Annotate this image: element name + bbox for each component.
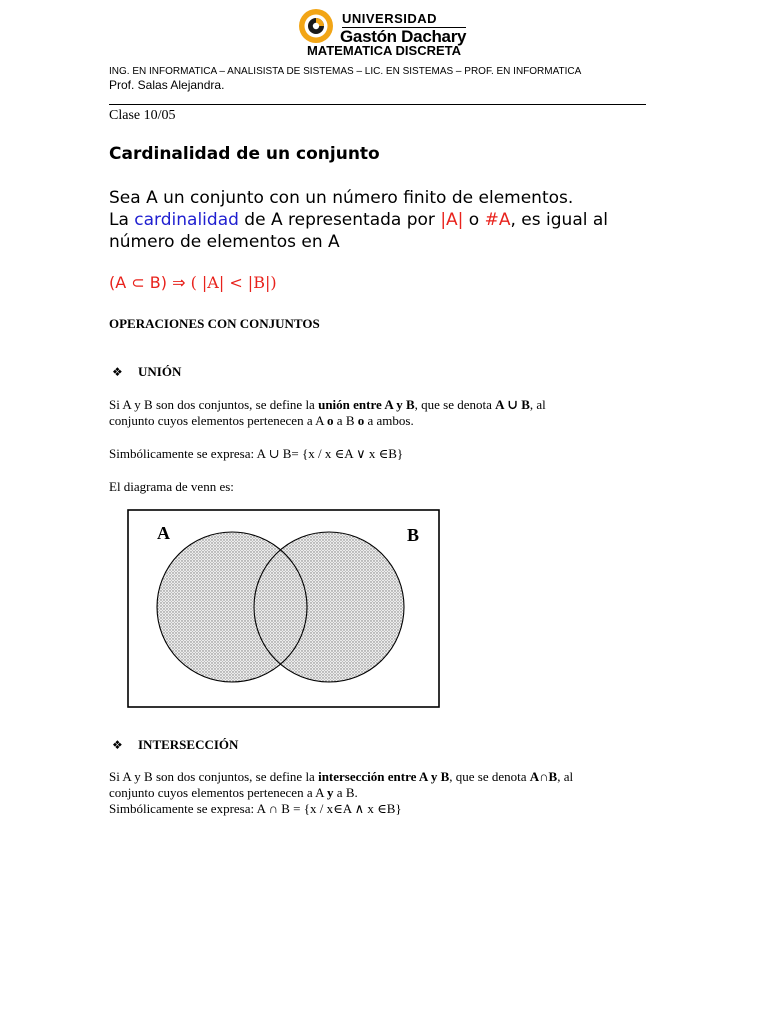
text-run: , al: [529, 397, 546, 412]
university-logo-mark-icon: [298, 8, 334, 44]
cardinality-line-1: Sea A un conjunto con un número finito de elementos.: [109, 188, 574, 208]
formula-conclusion: ( |A| < |B|): [190, 273, 277, 292]
text-run: La: [109, 210, 135, 230]
formula-premise: (A ⊂ B) ⇒: [109, 273, 191, 292]
text-run: , es igual al: [510, 210, 609, 230]
text-run: o: [463, 210, 485, 230]
cardinality-line-3: número de elementos en A: [109, 232, 340, 252]
text-run: a B: [333, 413, 358, 428]
intersection-term: intersección entre A y B: [318, 769, 450, 784]
class-date: Clase 10/05: [109, 108, 176, 123]
cardinality-term: cardinalidad: [134, 210, 239, 230]
venn-diagram: [127, 509, 440, 708]
header-divider: [109, 104, 646, 105]
union-term: unión entre A y B: [318, 397, 415, 412]
venn-label-b: B: [407, 525, 420, 545]
bullet-diamond-icon: ❖: [112, 738, 123, 752]
venn-label-a: A: [157, 523, 170, 543]
course-title: MATEMATICA DISCRETA: [306, 43, 462, 58]
and-word: y: [327, 785, 334, 800]
notation-hash-a: #A: [484, 210, 511, 230]
venn-intro: El diagrama de venn es:: [109, 479, 234, 494]
text-run: de A representada por: [238, 210, 441, 230]
text-run: , que se denota: [449, 769, 530, 784]
cardinality-heading: Cardinalidad de un conjunto: [109, 144, 380, 164]
venn-set-b-fill: [254, 532, 404, 682]
text-run: Si A y B son dos conjuntos, se define la: [109, 397, 319, 412]
cardinality-line-2: [109, 210, 608, 230]
intersection-notation: A∩B: [529, 769, 558, 784]
intersection-heading: [112, 737, 238, 753]
university-logo: [298, 8, 476, 46]
union-title: UNIÓN: [138, 364, 182, 379]
intersection-definition-line-2: [109, 785, 358, 801]
bullet-diamond-icon: ❖: [112, 365, 123, 379]
union-notation: A ∪ B: [495, 397, 530, 412]
or-word: o: [327, 413, 334, 428]
professor-name: Prof. Salas Alejandra.: [109, 78, 225, 92]
text-run: , que se denota: [414, 397, 496, 412]
union-definition-line-2: [109, 413, 414, 429]
operations-heading: OPERACIONES CON CONJUNTOS: [109, 316, 320, 331]
or-word: o: [357, 413, 365, 428]
text-run: conjunto cuyos elementos pertenecen a A: [109, 785, 328, 800]
text-run: a ambos.: [364, 413, 414, 428]
text-run: a B.: [333, 785, 358, 800]
logo-university-name: Gastón Dachary: [340, 27, 467, 46]
intersection-definition-line-1: [109, 769, 573, 785]
notation-abs-a: |A|: [440, 210, 464, 230]
logo-university-text: UNIVERSIDAD: [342, 11, 438, 26]
text-run: , al: [557, 769, 574, 784]
intersection-title: INTERSECCIÓN: [138, 737, 239, 752]
union-symbolic: Simbólicamente se expresa: A ∪ B= {x / x ∈A ∨ x ∈B}: [109, 446, 404, 461]
union-definition-line-1: [109, 397, 546, 413]
intersection-symbolic: Simbólicamente se expresa: A ∩ B = {x / x∈A ∧ x ∈B}: [109, 801, 402, 816]
cardinality-formula: [109, 273, 277, 292]
text-run: conjunto cuyos elementos pertenecen a A: [109, 413, 328, 428]
union-heading: [112, 364, 181, 380]
careers-line: ING. EN INFORMATICA – ANALISISTA DE SISTEMAS – LIC. EN SISTEMAS – PROF. EN INFORMATICA: [109, 66, 582, 77]
text-run: Si A y B son dos conjuntos, se define la: [109, 769, 319, 784]
